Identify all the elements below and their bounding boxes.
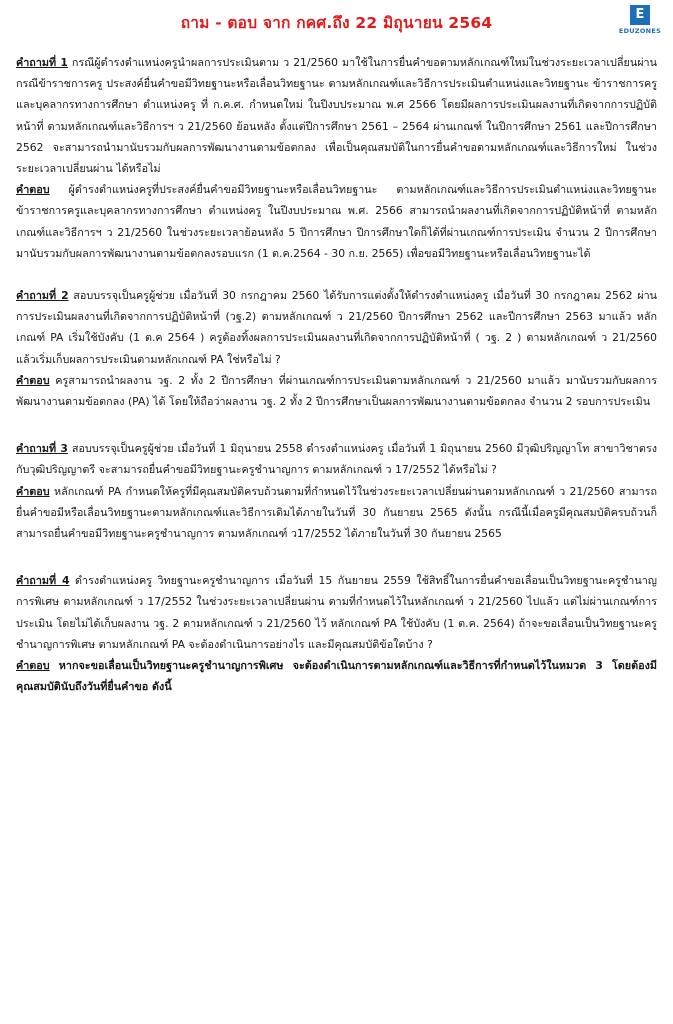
- question-1-text: กรณีผู้ดำรงตำแหน่งครูนำผลการประเมินตาม ว 21/2560 มาใช้ในการยื่นคำขอตามหลักเกณฑ์ใหม่ในช่วงระยะเวลาเปลี่ยนผ่านกรณีข้าราชการครู ประสงค์ยื่นคำขอมีวิทยฐานะหรือเลื่อนวิทยฐานะ ตามหลักเกณฑ์และวิธีการประเมินตำแหน่งและวิทยฐานะ ข้าราชการครูและบุคลากรทางการศึกษา ตำแหน่งครู ที่ ก.ค.ศ. กำหนดใหม่ ในปีงบประมาณ พ.ศ 2566 โดยมีผลการประเมินผลงานที่เกิดจากการปฏิบัติหน้าที่ ตามหลักเกณฑ์และวิธีการฯ ว 21/2560 ย้อนหลัง ตั้งแต่ปีการศึกษา 2561 – 2564 ผ่านเกณฑ์ ในปีการศึกษา 2561 และปีการศึกษา 2562 จะสามารถนำมานับรวมกับผลการพัฒนางานตามข้อตกลง เพื่อเป็นคุณสมบัติในการยื่นคำขอตามหลักเกณฑ์และวิธีการใหม่ ในช่วงระยะเวลาเปลี่ยนผ่าน ได้หรือไม่: [16, 56, 657, 176]
- answer-2-label: คำตอบ: [16, 373, 50, 387]
- question-3-text: สอบบรรจุเป็นครูผู้ช่วย เมื่อวันที่ 1 มิถุนายน 2558 ดำรงตำแหน่งครู เมื่อวันที่ 1 มิถุนายน 2560 มีวุฒิปริญญาโท สาขาวิชาตรงกับวุฒิปริญญาตรี จะสามารถยื่นคำขอมีวิทยฐานะครูชำนาญการ ตามหลักเกณฑ์ ว 17/2552 ได้หรือไม่ ?: [16, 442, 658, 477]
- answer-1-text: ผู้ดำรงตำแหน่งครูที่ประสงค์ยื่นคำขอมีวิทยฐานะหรือเลื่อนวิทยฐานะ ตามหลักเกณฑ์และวิธีการประเมินตำแหน่งและวิทยฐานะ ข้าราชการครูและบุคลากรทางการศึกษา ตำแหน่งครู ในปีงบประมาณ พ.ศ. 2566 สามารถนำผลงานที่เกิดจากการปฏิบัติหน้าที่ ตามหลักเกณฑ์และวิธีการฯ ว 21/2560 ในช่วงระยะเวลาย้อนหลัง 5 ปีการศึกษา ปีการศึกษาใดก็ได้ที่ผ่านเกณฑ์การประเมิน จำนวน 2 ปีการศึกษา มานับรวมกับผลการพัฒนางานตามข้อตกลงรอบแรก (1 ต.ค.2564 - 30 ก.ย. 2565) เพื่อขอมีวิทยฐานะหรือเลื่อนวิทยฐานะได้: [16, 183, 657, 260]
- question-4: [16, 570, 657, 655]
- qa-item-2: [16, 285, 657, 412]
- question-1: [16, 52, 657, 179]
- page-title: ถาม - ตอบ จาก กคศ.ถึง 22 มิถุนายน 2564: [180, 14, 493, 32]
- answer-4-text: หากจะขอเลื่อนเป็นวิทยฐานะครูชำนาญการพิเศษ จะต้องดำเนินการตามหลักเกณฑ์และวิธีการที่กำหนดไว้ในหมวด 3 โดยต้องมีคุณสมบัตินับถึงวันที่ยื่นคำขอ ดังนี้: [16, 659, 657, 694]
- answer-4-label: คำตอบ: [16, 659, 50, 673]
- answer-3: [16, 481, 657, 545]
- question-2: [16, 285, 657, 370]
- question-4-label: คำถามที่ 4: [16, 574, 70, 588]
- question-3: [16, 438, 657, 480]
- qa-item-3: [16, 438, 657, 544]
- answer-3-label: คำตอบ: [16, 484, 50, 498]
- answer-2-text: ครูสามารถนำผลงาน วฐ. 2 ทั้ง 2 ปีการศึกษา ที่ผ่านเกณฑ์การประเมินตามหลักเกณฑ์ ว 21/2560 มาแล้ว มานับรวมกับผลการพัฒนางานตามข้อตกลง (PA) ได้ โดยให้ถือว่าผลงาน วฐ. 2 ทั้ง 2 ปีการศึกษาเป็นผลการพัฒนางานตามข้อตกลง จำนวน 2 รอบการประเมิน: [16, 373, 657, 409]
- eduzones-logo: [617, 5, 663, 43]
- question-3-label: คำถามที่ 3: [16, 442, 68, 456]
- logo-text: EDUZONES: [618, 27, 662, 35]
- qa-item-1: [16, 52, 657, 264]
- page-header: [0, 0, 673, 48]
- qa-document: [16, 52, 657, 718]
- logo-letter-icon: E: [630, 5, 650, 25]
- answer-3-text: หลักเกณฑ์ PA กำหนดให้ครูที่มีคุณสมบัติครบถ้วนตามที่กำหนดไว้ในช่วงระยะเวลาเปลี่ยนผ่านตามหลักเกณฑ์ ว 21/2560 สามารถยื่นคำขอมีหรือเลื่อนวิทยฐานะตามหลักเกณฑ์และวิธีการเดิมได้ภายในวันที่ 30 กันยายน 2565 ดังนั้น กรณีนี้เมื่อครูมีคุณสมบัติครบถ้วนก็สามารถยื่นคำขอมีวิทยฐานะครูชำนาญการ ตามหลักเกณฑ์ ว17/2552 ได้ภายในวันที่ 30 กันยายน 2565: [16, 484, 657, 541]
- answer-1: [16, 179, 657, 264]
- question-1-label: คำถามที่ 1: [16, 56, 68, 69]
- question-4-text: ดำรงตำแหน่งครู วิทยฐานะครูชำนาญการ เมื่อวันที่ 15 กันยายน 2559 ใช้สิทธิ์ในการยื่นคำขอเลื่อนเป็นวิทยฐานะครูชำนาญการพิเศษ ตามหลักเกณฑ์ ว 17/2552 ในช่วงระยะเวลาเปลี่ยนผ่าน ตามที่กำหนดไว้ในหลักเกณฑ์ ว 21/2560 ไปแล้ว แต่ไม่ผ่านเกณฑ์การประเมิน โดยไม่ได้เก็บผลงาน วฐ. 2 ตามหลักเกณฑ์ ว 21/2560 ไว้ หลักเกณฑ์ PA ใช้บังคับ (1 ต.ค. 2564) ถ้าจะขอเลื่อนเป็นวิทยฐานะครูชำนาญการพิเศษ ตามหลักเกณฑ์ PA จะต้องดำเนินการอย่างไร และมีคุณสมบัติข้อใดบ้าง ?: [16, 574, 657, 651]
- answer-4: [16, 655, 657, 697]
- question-2-label: คำถามที่ 2: [16, 289, 69, 303]
- answer-1-label: คำตอบ: [16, 183, 50, 197]
- question-2-text: สอบบรรจุเป็นครูผู้ช่วย เมื่อวันที่ 30 กรกฎาคม 2560 ได้รับการแต่งตั้งให้ดำรงตำแหน่งครู เมื่อวันที่ 30 กรกฎาคม 2562 ผ่านการประเมินผลงานที่เกิดจากการปฏิบัติหน้าที่ (วฐ.2) ตามหลักเกณฑ์ ว 21/2560 ปีการศึกษา 2562 และปีการศึกษา 2563 มาแล้ว หลักเกณฑ์ PA เริ่มใช้บังคับ (1 ต.ค 2564 ) ครูต้องทิ้งผลการประเมินผลงานที่เกิดจากการปฏิบัติหน้าที่ ( วฐ. 2 ) ตามหลักเกณฑ์ ว 21/2560 แล้วเริ่มเก็บผลการประเมินตามหลักเกณฑ์ PA ใช่หรือไม่ ?: [16, 289, 658, 366]
- answer-2: [16, 370, 657, 412]
- qa-item-4: [16, 570, 657, 697]
